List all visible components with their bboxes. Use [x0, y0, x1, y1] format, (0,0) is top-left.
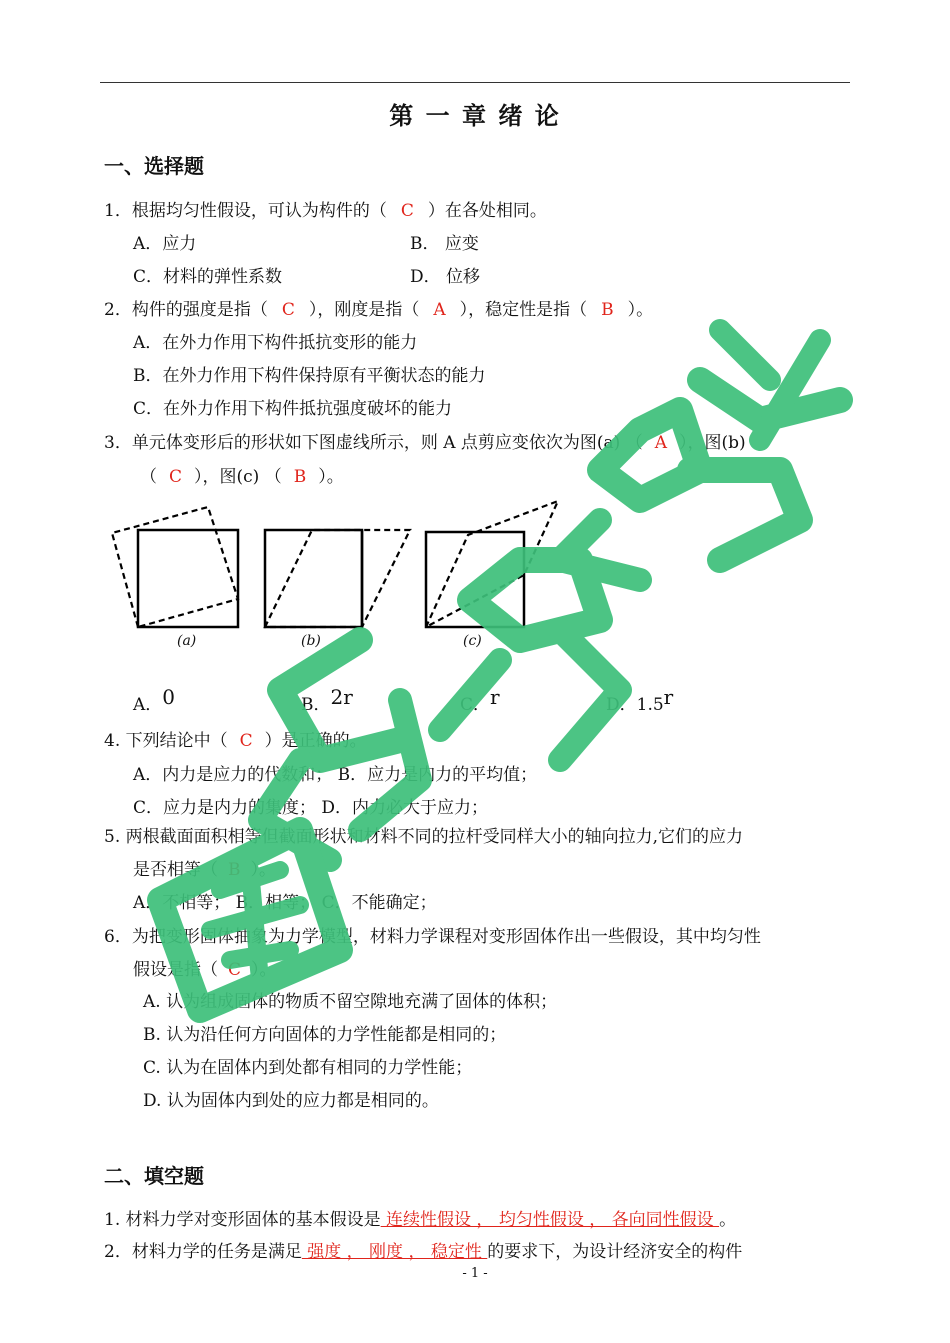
question-3-cont: （ C ），图(c) （ B ）。: [140, 467, 344, 487]
answer-3b: C: [169, 467, 183, 487]
figure-a-label: (a): [177, 633, 197, 649]
answer-6: C: [228, 960, 242, 980]
q3-option-a: A．0: [133, 685, 176, 715]
question-6: 6．为把变形固体抽象为力学模型，材料力学课程对变形固体作出一些假设，其中均匀性: [104, 927, 761, 947]
q2-option-b: B．在外力作用下构件保持原有平衡状态的能力: [133, 366, 486, 386]
section-heading-fill: 二、填空题: [104, 1164, 204, 1188]
figure-c: [426, 501, 558, 627]
q6-option-d: D. 认为固体内到处的应力都是相同的。: [143, 1091, 439, 1111]
figure-b: [265, 530, 410, 627]
q2-option-c: C．在外力作用下构件抵抗强度破坏的能力: [133, 399, 453, 419]
answer-5: B: [228, 860, 241, 880]
q4-options-ab: A．内力是应力的代数和； B．应力是内力的平均值；: [133, 765, 538, 785]
chapter-title: 第 一 章 绪 论: [389, 101, 561, 130]
question-1: 1．根据均匀性假设，可认为构件的（ C ）在各处相同。: [104, 201, 547, 221]
q6-option-c: C. 认为在固体内到处都有相同的力学性能；: [143, 1058, 473, 1078]
fill-question-1: 1. 材料力学对变形固体的基本假设是 连续性假设 ， 均匀性假设 ， 各向同性假设 。: [104, 1210, 737, 1230]
figure-b-label: (b): [301, 633, 321, 649]
figure-c-label: (c): [463, 633, 482, 649]
answer-2a: C: [281, 300, 295, 320]
q3-option-c: C．r: [460, 685, 500, 715]
q6-option-b: B. 认为沿任何方向固体的力学性能都是相同的；: [143, 1025, 507, 1045]
q4-options-cd: C．应力是内力的集度； D．内力必大于应力；: [133, 798, 489, 818]
fill-question-2: 2．材料力学的任务是满足 强度 ， 刚度 ， 稳定性 的要求下，为设计经济安全的构件: [104, 1242, 743, 1262]
fill-answer-1: 连续性假设 ， 均匀性假设 ， 各向同性假设: [380, 1210, 720, 1230]
q1-option-d: D． 位移: [410, 267, 481, 287]
section-heading-choice: 一、选择题: [104, 154, 204, 178]
question-4: 4. 下列结论中（ C ）是正确的。: [104, 731, 367, 751]
answer-3a: A: [654, 433, 667, 453]
question-6-cont: 假设是指（ C ）。: [133, 960, 277, 980]
q5-options: A．不相等； B．相等； C．不能确定；: [133, 893, 437, 913]
question-5-cont: 是否相等（ B ）。: [133, 860, 276, 880]
answer-1: C: [400, 201, 414, 221]
answer-3c: B: [293, 467, 307, 487]
answer-2b: A: [433, 300, 446, 320]
question-3: 3．单元体变形后的形状如下图虚线所示，则 A 点剪应变依次为图(a) （ A ），图(b): [104, 433, 746, 453]
q2-option-a: A．在外力作用下构件抵抗变形的能力: [133, 333, 418, 353]
question-2: 2．构件的强度是指（ C ），刚度是指（ A ），稳定性是指（ B ）。: [104, 300, 654, 320]
question-5: 5. 两根截面面积相等但截面形状和材料不同的拉杆受同样大小的轴向拉力,它们的应力: [104, 827, 744, 847]
header-rule: [100, 82, 850, 83]
page-number: - 1 -: [462, 1266, 488, 1281]
shear-strain-figure: [100, 495, 580, 660]
answer-4: C: [239, 731, 253, 751]
figure-a: [112, 507, 238, 627]
fill-answer-2: 强度 ， 刚度 ， 稳定性: [301, 1242, 488, 1262]
q1-option-c: C．材料的弹性系数: [133, 267, 283, 287]
q1-option-b: B． 应变: [410, 234, 479, 254]
q3-option-b: B．2r: [301, 685, 353, 715]
q3-option-d: D．1.5r: [606, 685, 674, 715]
q1-option-a: A．应力: [133, 234, 197, 254]
answer-2c: B: [601, 300, 614, 320]
q6-option-a: A. 认为组成固体的物质不留空隙地充满了固体的体积；: [143, 992, 558, 1012]
